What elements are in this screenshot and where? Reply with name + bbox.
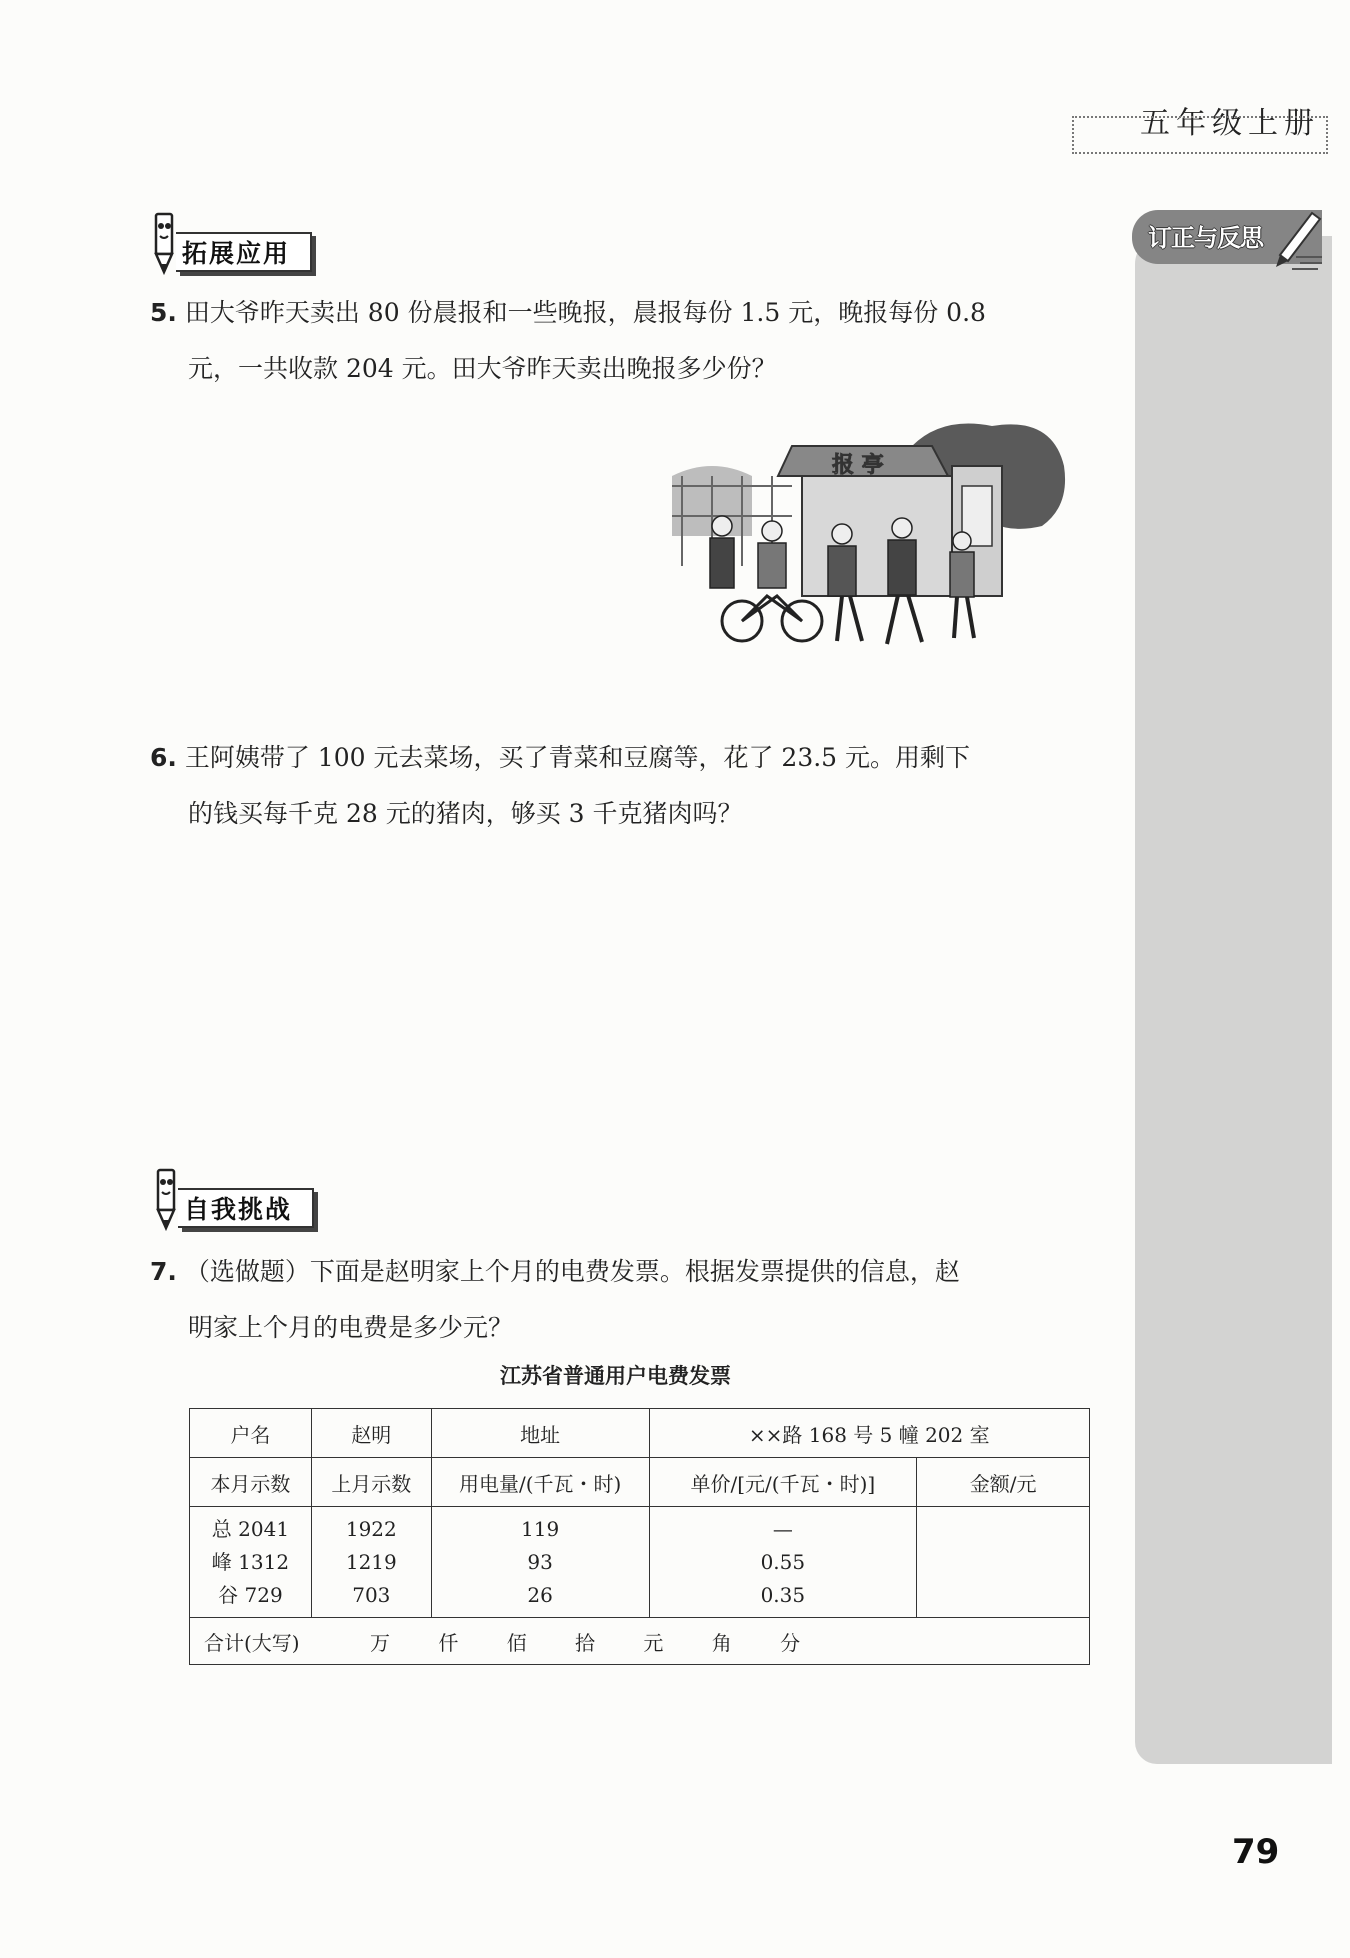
table-row (190, 1507, 1090, 1618)
unit-fen: 分 (780, 1630, 801, 1655)
table-cell (431, 1507, 649, 1618)
total-units (306, 1631, 800, 1655)
total-label: 合计(大写) (204, 1630, 300, 1655)
last-month-reading: 1219 (345, 1549, 397, 1574)
question-text-line: （选做题）下面是赵明家上个月的电费发票。根据发票提供的信息，赵 (184, 1257, 960, 1286)
table-row (190, 1409, 1090, 1458)
unit-price: — (772, 1516, 793, 1541)
question-number: 5. (150, 298, 177, 327)
page-number: 79 (1232, 1832, 1280, 1872)
table-cell: 赵明 (311, 1409, 431, 1458)
question-6 (150, 730, 1110, 842)
grade-frame (1072, 116, 1328, 154)
invoice-title: 江苏省普通用户电费发票 (500, 1364, 731, 1388)
usage-value: 26 (527, 1582, 553, 1607)
table-header-row (190, 1458, 1090, 1507)
last-month-reading: 1922 (345, 1516, 397, 1541)
question-text-line: 田大爷昨天卖出 80 份晨报和一些晚报，晨报每份 1.5 元，晚报每份 0.8 (184, 298, 986, 327)
total-cell (190, 1618, 1090, 1665)
electricity-invoice-table (189, 1408, 1090, 1665)
table-cell (649, 1507, 917, 1618)
unit-price: 0.35 (760, 1582, 806, 1607)
question-7 (150, 1244, 1110, 1356)
table-cell (190, 1507, 312, 1618)
table-cell (311, 1507, 431, 1618)
column-header: 单价/[元/(千瓦・时)] (649, 1458, 917, 1507)
section-extend-title: 拓展应用 (182, 239, 291, 268)
this-month-reading: 总 2041 (211, 1516, 290, 1541)
unit-price: 0.55 (760, 1549, 806, 1574)
unit-qian: 仟 (438, 1630, 459, 1655)
kiosk-sign: 报 亭 (832, 453, 884, 478)
this-month-reading: 谷 729 (218, 1582, 283, 1607)
grade-label: 五年级上册 (1140, 106, 1320, 141)
pen-icon (1270, 205, 1326, 275)
table-cell: 地址 (431, 1409, 649, 1458)
question-text-line: 王阿姨带了 100 元去菜场，买了青菜和豆腐等，花了 23.5 元。用剩下 (184, 743, 971, 772)
amount-cell (917, 1507, 1090, 1618)
correction-sidebar (1135, 236, 1332, 1764)
table-cell: 户名 (190, 1409, 312, 1458)
section-challenge-title: 自我挑战 (184, 1195, 293, 1224)
last-month-reading: 703 (352, 1582, 391, 1607)
question-text-line: 的钱买每千克 28 元的猪肉，够买 3 千克猪肉吗？ (188, 799, 743, 828)
question-text-line: 元，一共收款 204 元。田大爷昨天卖出晚报多少份？ (188, 354, 777, 383)
column-header: 金额/元 (917, 1458, 1090, 1507)
unit-wan: 万 (369, 1630, 390, 1655)
unit-jiao: 角 (711, 1630, 732, 1655)
column-header: 本月示数 (190, 1458, 312, 1507)
newsstand-illustration (672, 416, 1070, 654)
unit-bai: 佰 (506, 1630, 527, 1655)
sidebar-label: 订正与反思 (1148, 224, 1263, 252)
column-header: 用电量/(千瓦・时) (431, 1458, 649, 1507)
total-row (190, 1618, 1090, 1665)
unit-shi: 拾 (575, 1630, 596, 1655)
question-number: 7. (150, 1257, 177, 1286)
usage-value: 93 (527, 1549, 553, 1574)
question-text-line: 明家上个月的电费是多少元？ (188, 1313, 514, 1342)
this-month-reading: 峰 1312 (211, 1549, 290, 1574)
usage-value: 119 (521, 1516, 560, 1541)
table-cell: ××路 168 号 5 幢 202 室 (649, 1409, 1090, 1458)
question-5 (150, 285, 1110, 397)
question-number: 6. (150, 743, 177, 772)
column-header: 上月示数 (311, 1458, 431, 1507)
unit-yuan: 元 (643, 1630, 664, 1655)
